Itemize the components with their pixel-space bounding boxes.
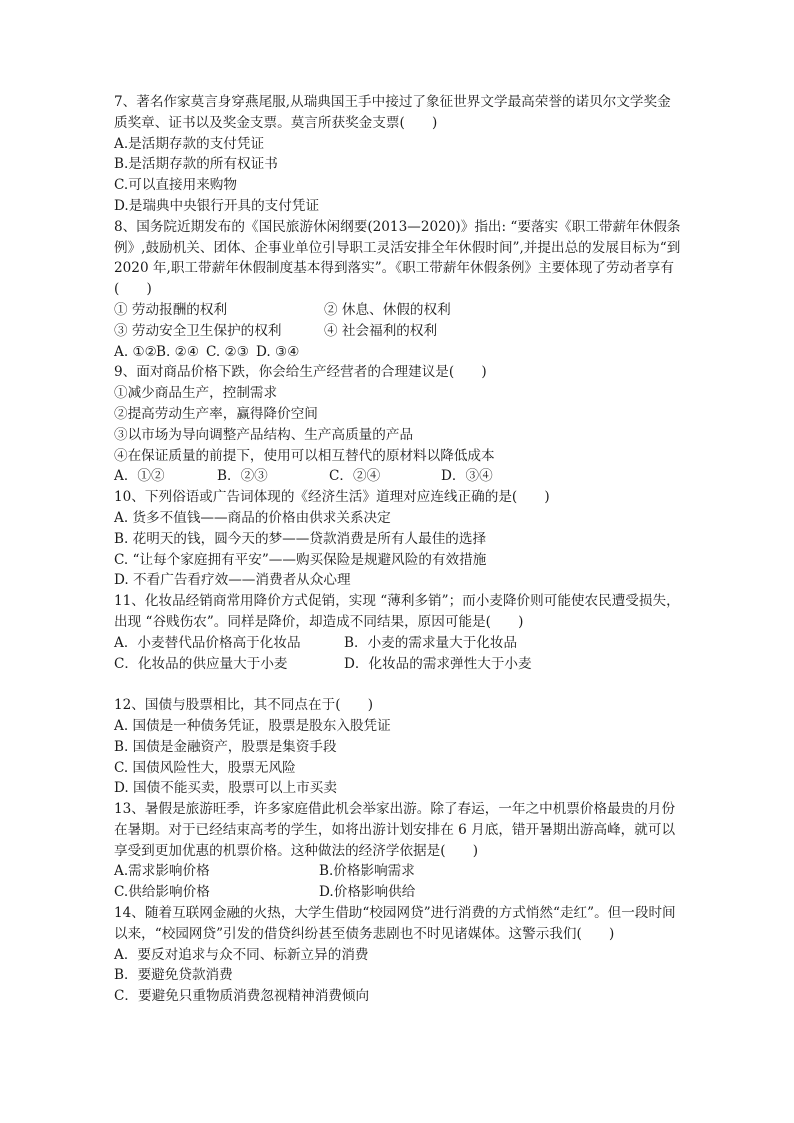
- question-7-option-c: C.可以直接用来购物: [114, 177, 237, 194]
- question-8-option-a: A. ①②: [114, 343, 157, 360]
- question-9-options: [114, 466, 684, 487]
- question-8-items-row-1: [114, 300, 684, 321]
- question-11-option-a: A．小麦替代品价格高于化妆品: [114, 634, 301, 651]
- question-8-items-row-2: [114, 321, 684, 342]
- question-11-option-d: D．化妆品的需求弹性大于小麦: [344, 655, 532, 672]
- question-11-options-row-2: [114, 654, 684, 675]
- question-8-item-2: ② 休息、休假的权利: [324, 301, 451, 318]
- question-9-item-1: ①减少商品生产，控制需求: [114, 385, 278, 402]
- question-13-stem: 13、暑假是旅游旺季，许多家庭借此机会举家出游。除了春运，一年之中机票价格最贵的月份在暑期。对于已经结束高考的学生，如将出游计划安排在 6 月底，错开暑期出游高峰，就可以享受到更加优惠的机票价格。这种做法的经济学依据是( ): [114, 801, 676, 859]
- question-9-item-3: ③以市场为导向调整产品结构、生产高质量的产品: [114, 426, 414, 443]
- question-14-stem: 14、随着互联网金融的火热，大学生借助“校园网贷”进行消费的方式悄然“走红”。但一段时间以来，“校园网贷”引发的借贷纠纷甚至债务悲剧也不时见诸媒体。这警示我们( ): [114, 905, 676, 942]
- question-12-option-a: A. 国债是一种债务凭证，股票是股东入股凭证: [114, 717, 391, 734]
- question-8-option-b: B. ②④: [156, 343, 200, 360]
- question-12-option-b: B. 国债是金融资产，股票是集资手段: [114, 738, 337, 755]
- question-8-option-c: C. ②③: [206, 343, 249, 360]
- question-9-item-4: ④在保证质量的前提下，使用可以相互替代的原材料以降低成本: [114, 447, 495, 464]
- question-13-option-d: D.价格影响供给: [319, 884, 416, 901]
- question-14-option-b: B．要避免贷款消费: [114, 967, 233, 984]
- question-14-option-a: A．要反对追求与众不同、标新立异的消费: [114, 946, 369, 963]
- question-9-stem: 9、面对商品价格下跌，你会给生产经营者的合理建议是( ): [114, 364, 487, 381]
- question-8-options: [114, 342, 684, 363]
- question-7-stem: 7、著名作家莫言身穿燕尾服,从瑞典国王手中接过了象征世界文学最高荣誉的诺贝尔文学奖金质奖章、证书以及奖金支票。莫言所获奖金支票( ): [114, 94, 671, 131]
- question-8-item-1: ① 劳动报酬的权利: [114, 301, 228, 318]
- question-12-stem: 12、国债与股票相比，其不同点在于( ): [114, 697, 373, 714]
- question-9-item-2: ②提高劳动生产率，赢得降价空间: [114, 405, 318, 422]
- question-10-option-a: A. 货多不值钱——商品的价格由供求关系决定: [114, 509, 391, 526]
- question-8-item-3: ③ 劳动安全卫生保护的权利: [114, 322, 282, 339]
- blank-line: [114, 674, 684, 695]
- question-11-options-row-1: [114, 633, 684, 654]
- question-8-option-d: D. ③④: [256, 343, 300, 360]
- question-10-option-c: C. “让每个家庭拥有平安”——购买保险是规避风险的有效措施: [114, 551, 487, 568]
- question-10-option-d: D. 不看广告看疗效——消费者从众心理: [114, 572, 351, 589]
- question-8-item-4: ④ 社会福利的权利: [324, 322, 438, 339]
- question-14-option-c: C．要避免只重物质消费忽视精神消费倾向: [114, 988, 370, 1005]
- question-9-option-d: D．③④: [441, 468, 493, 485]
- question-10-option-b: B. 花明天的钱，圆今天的梦——贷款消费是所有人最佳的选择: [114, 530, 487, 547]
- question-10-stem: 10、下列俗语或广告词体现的《经济生活》道理对应连线正确的是( ): [114, 489, 550, 506]
- question-11-option-c: C．化妆品的供应量大于小麦: [114, 655, 288, 672]
- question-7-option-b: B.是活期存款的所有权证书: [114, 156, 278, 173]
- question-7-option-a: A.是活期存款的支付凭证: [114, 135, 265, 152]
- question-7-option-d: D.是瑞典中央银行开具的支付凭证: [114, 197, 320, 214]
- question-13-option-c: C.供给影响价格: [114, 884, 210, 901]
- question-11-stem: 11、化妆品经销商常用降价方式促销，实现 “薄利多销”；而小麦降价则可能使农民遭受损失，出现 “谷贱伤农”。同样是降价，却造成不同结果，原因可能是( ): [114, 593, 680, 630]
- question-12-option-c: C. 国债风险性大，股票无风险: [114, 759, 296, 776]
- question-8-stem: 8、国务院近期发布的《国民旅游休闲纲要(2013—2020)》指出: “要落实《职工带薪年休假条例》,鼓励机关、团体、企事业单位引导职工灵活安排全年休假时间”,并提出总的发展目标为“到 2020 年,职工带薪年休假制度基本得到落实”。《职工带薪年休假条例》主要体现了劳动者享有( ): [114, 218, 681, 298]
- question-9-option-a: A．①②: [114, 468, 165, 485]
- question-9-option-b: B．②③: [217, 468, 268, 485]
- question-11-option-b: B．小麦的需求量大于化妆品: [344, 634, 518, 651]
- question-9-option-c: C．②④: [329, 468, 381, 485]
- question-12-option-d: D. 国债不能买卖，股票可以上市买卖: [114, 780, 337, 797]
- question-13-option-a: A.需求影响价格: [114, 863, 210, 880]
- question-13-options-row-1: [114, 861, 684, 882]
- question-13-option-b: B.价格影响需求: [319, 863, 415, 880]
- question-13-options-row-2: [114, 882, 684, 903]
- exam-page: [114, 92, 684, 1007]
